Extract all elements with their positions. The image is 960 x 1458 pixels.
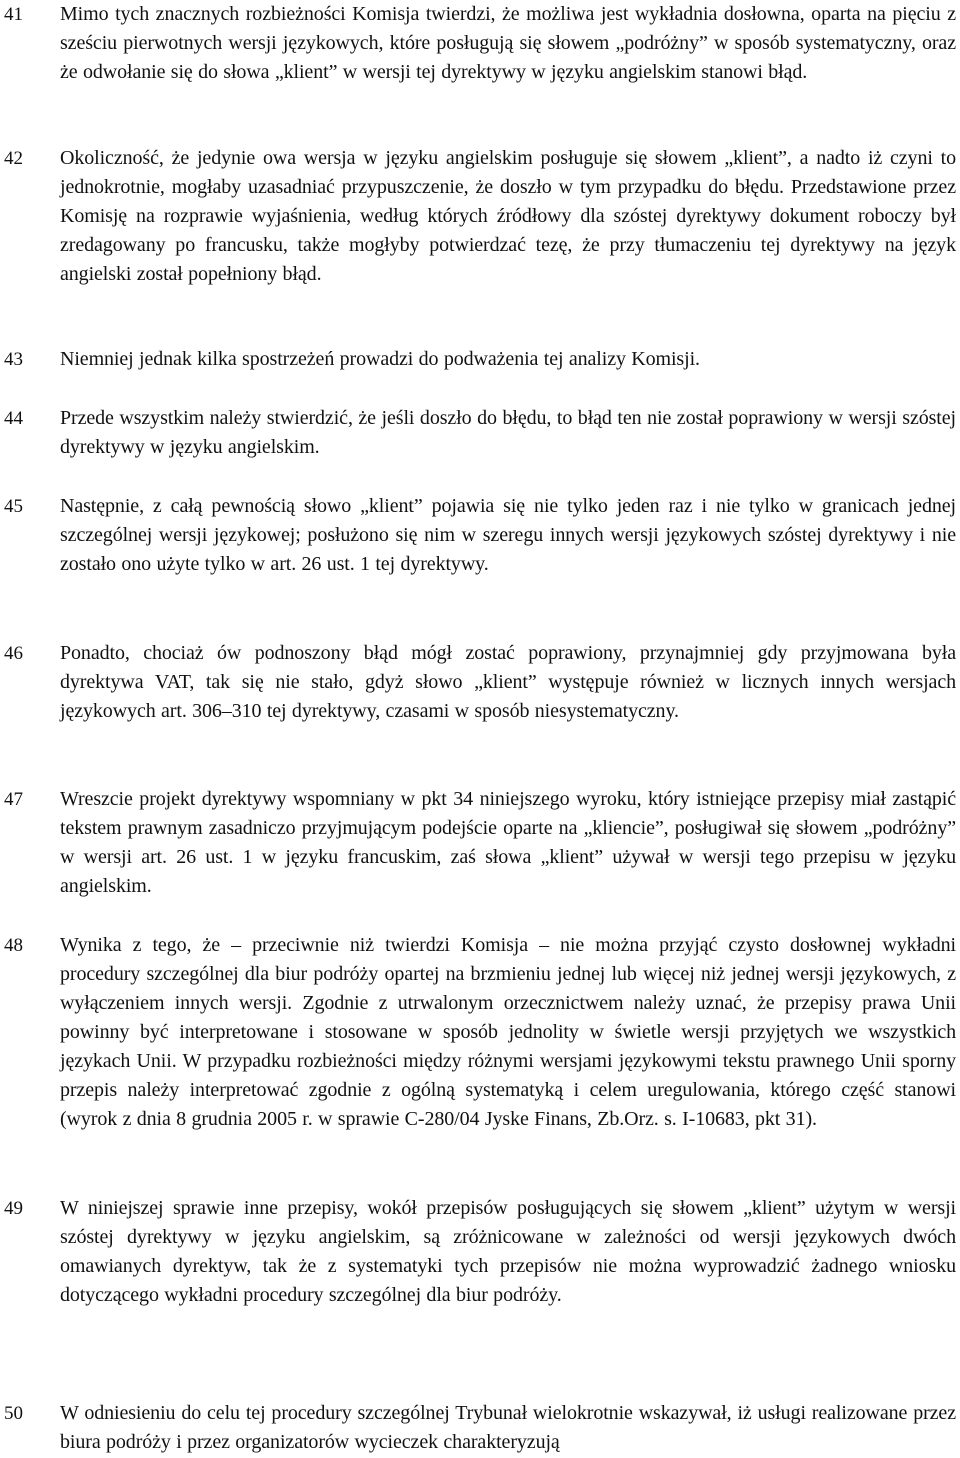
paragraph-number: 43 <box>4 349 23 370</box>
paragraph-text: W odniesieniu do celu tej procedury szczególnej Trybunał wielokrotnie wskazywał, iż usługi realizowane przez biura podróży i przez organizatorów wycieczek charakteryzują <box>60 1402 956 1453</box>
paragraph-number: 45 <box>4 496 23 517</box>
paragraph-text: Ponadto, chociaż ów podnoszony błąd mógł zostać poprawiony, przynajmniej gdy przyjmowana była dyrektywa VAT, tak się nie stało, gdyż słowo „klient” występuje również w licznych innych wersjach językowych art. 306–310 tej dyrektywy, czasami w sposób niesystematyczny. <box>60 642 956 722</box>
paragraph-number: 50 <box>4 1403 23 1424</box>
paragraph-text: Wynika z tego, że – przeciwnie niż twierdzi Komisja – nie można przyjąć czysto dosłownej wykładni procedury szczególnej dla biur podróży opartej na brzmieniu jednej lub więcej niż jednej wersji językowych, z wyłączeniem innych wersji. Zgodnie z utrwalonym orzecznictwem należy uznać, że przepisy prawa Unii powinny być interpretowane i stosowane w sposób jednolity w świetle wersji przyjętych we wszystkich językach Unii. W przypadku rozbieżności między różnymi wersjami językowymi tekstu prawnego Unii sporny przepis należy interpretować zgodnie z ogólną systematyką i celem uregulowania, którego część stanowi (wyrok z dnia 8 grudnia 2005 r. w sprawie C-280/04 Jyske Finans, Zb.Orz. s. I-10683, pkt 31). <box>60 934 956 1130</box>
paragraph-text: Mimo tych znacznych rozbieżności Komisja twierdzi, że możliwa jest wykładnia dosłowna, oparta na pięciu z sześciu pierwotnych wersji językowych, które posługują się słowem „podróżny” w sposób systematyczny, oraz że odwołanie się do słowa „klient” w wersji tej dyrektywy w języku angielskim stanowi błąd. <box>60 3 956 83</box>
paragraph-number: 42 <box>4 148 23 169</box>
paragraph-text: Okoliczność, że jedynie owa wersja w języku angielskim posługuje się słowem „klient”, a nadto iż czyni to jednokrotnie, mogłaby uzasadniać przypuszczenie, że doszło w tym przypadku do błędu. Przedstawione przez Komisję na rozprawie wyjaśnienia, według których źródłowy dla szóstej dyrektywy dokument roboczy był zredagowany po francusku, także mogłyby potwierdzać tezę, że przy tłumaczeniu tej dyrektywy na język angielski został popełniony błąd. <box>60 147 956 285</box>
paragraph-number: 41 <box>4 4 23 25</box>
paragraph-number: 48 <box>4 935 23 956</box>
paragraph-number: 44 <box>4 408 23 429</box>
paragraph-text: Niemniej jednak kilka spostrzeżeń prowadzi do podważenia tej analizy Komisji. <box>60 348 700 370</box>
paragraph-text: W niniejszej sprawie inne przepisy, wokół przepisów posługujących się słowem „klient” użytym w wersji szóstej dyrektywy w języku angielskim, są zróżnicowane w zależności od wersji językowych dwóch omawianych dyrektyw, tak że z systematyki tych przepisów nie można wyprowadzić żadnego wniosku dotyczącego wykładni procedury szczególnej dla biur podróży. <box>60 1197 956 1306</box>
paragraph-number: 49 <box>4 1198 23 1219</box>
paragraph-text: Wreszcie projekt dyrektywy wspomniany w pkt 34 niniejszego wyroku, który istniejące przepisy miał zastąpić tekstem prawnym zasadniczo przyjmującym podejście oparte na „kliencie”, posługiwał się słowem „podróżny” w wersji art. 26 ust. 1 w języku francuskim, zaś słowa „klient” używał w wersji tego przepisu w języku angielskim. <box>60 788 956 897</box>
paragraph-text: Następnie, z całą pewnością słowo „klient” pojawia się nie tylko jeden raz i nie tylko w granicach jednej szczególnej wersji językowej; posłużono się nim w szeregu innych wersji językowych szóstej dyrektywy i nie zostało ono użyte tylko w art. 26 ust. 1 tej dyrektywy. <box>60 495 956 575</box>
paragraph-number: 46 <box>4 643 23 664</box>
paragraph-number: 47 <box>4 789 23 810</box>
paragraph-text: Przede wszystkim należy stwierdzić, że jeśli doszło do błędu, to błąd ten nie został poprawiony w wersji szóstej dyrektywy w języku angielskim. <box>60 407 956 458</box>
